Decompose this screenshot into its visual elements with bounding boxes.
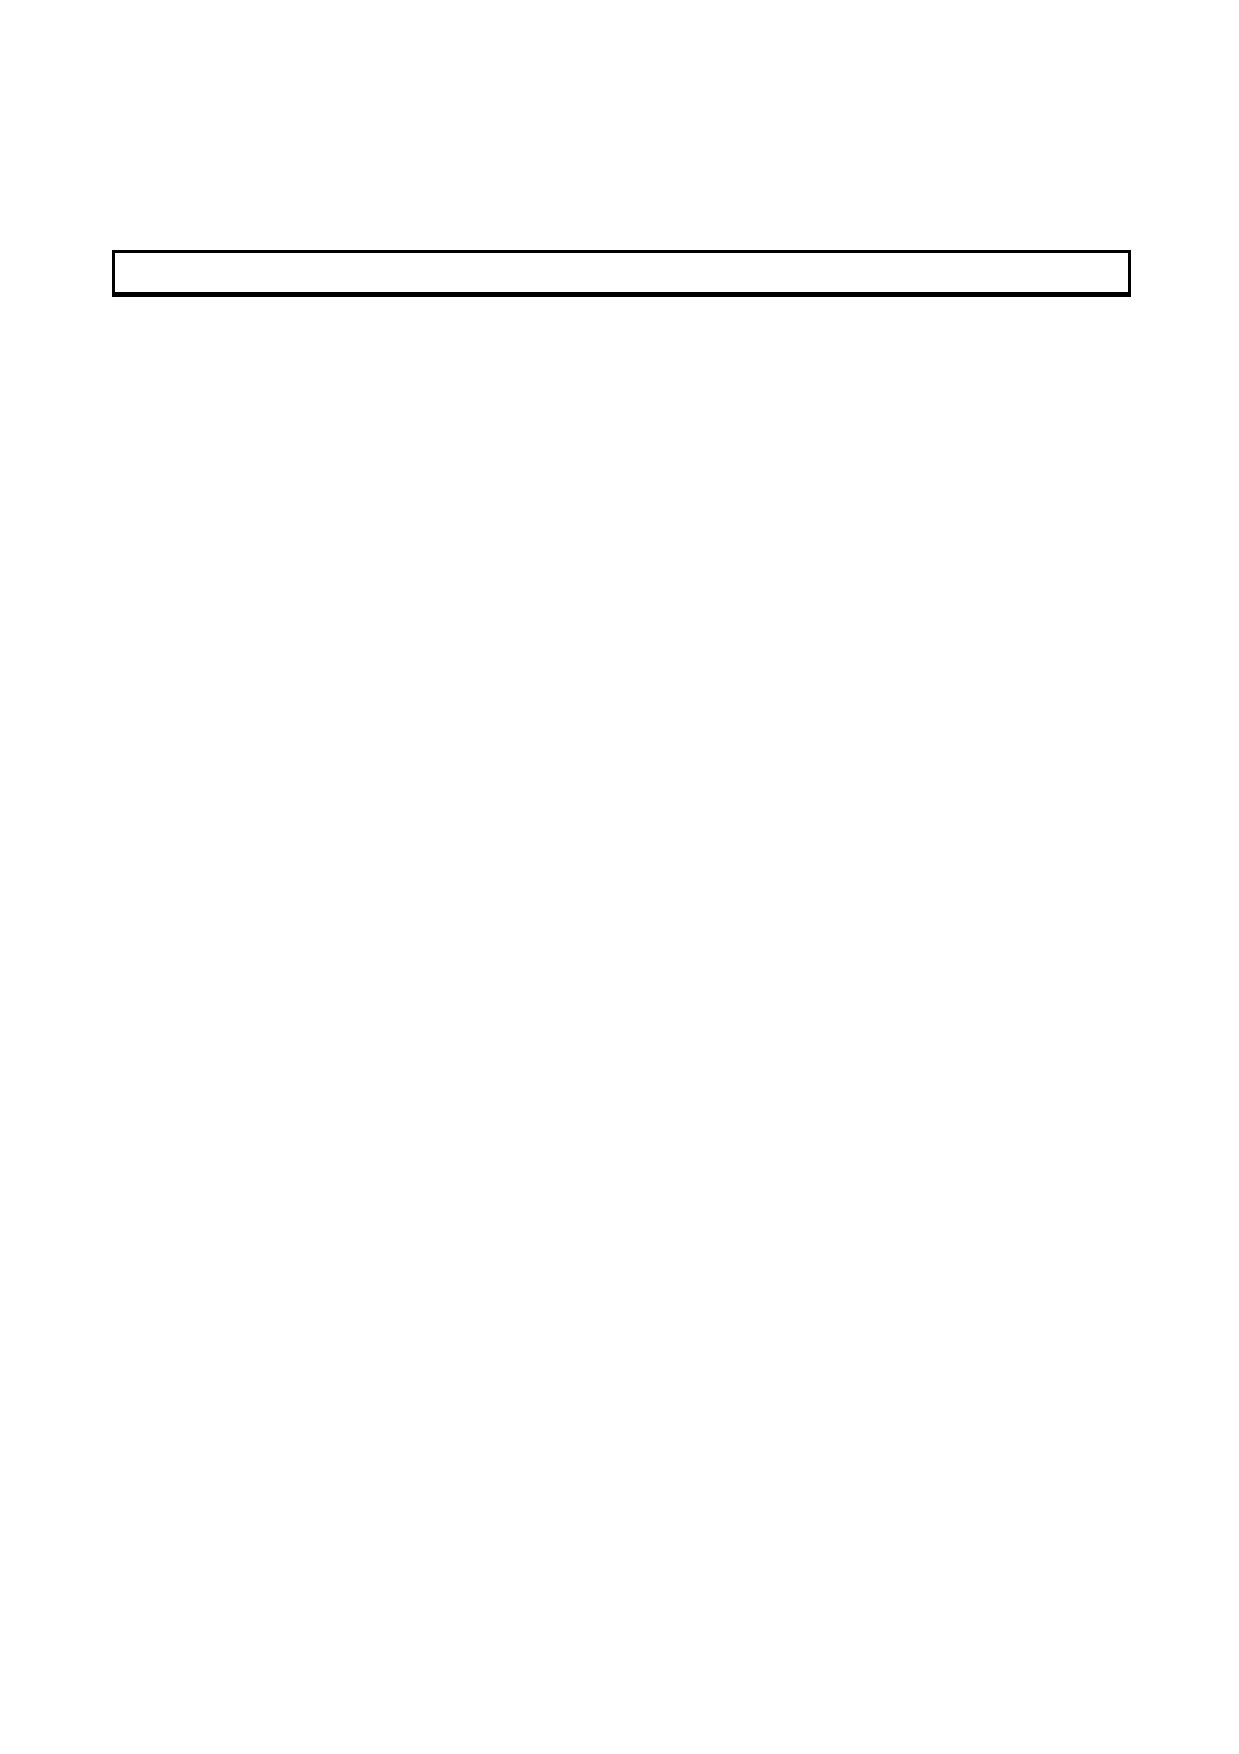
scores-table <box>112 250 1131 297</box>
table-header <box>115 253 1128 294</box>
